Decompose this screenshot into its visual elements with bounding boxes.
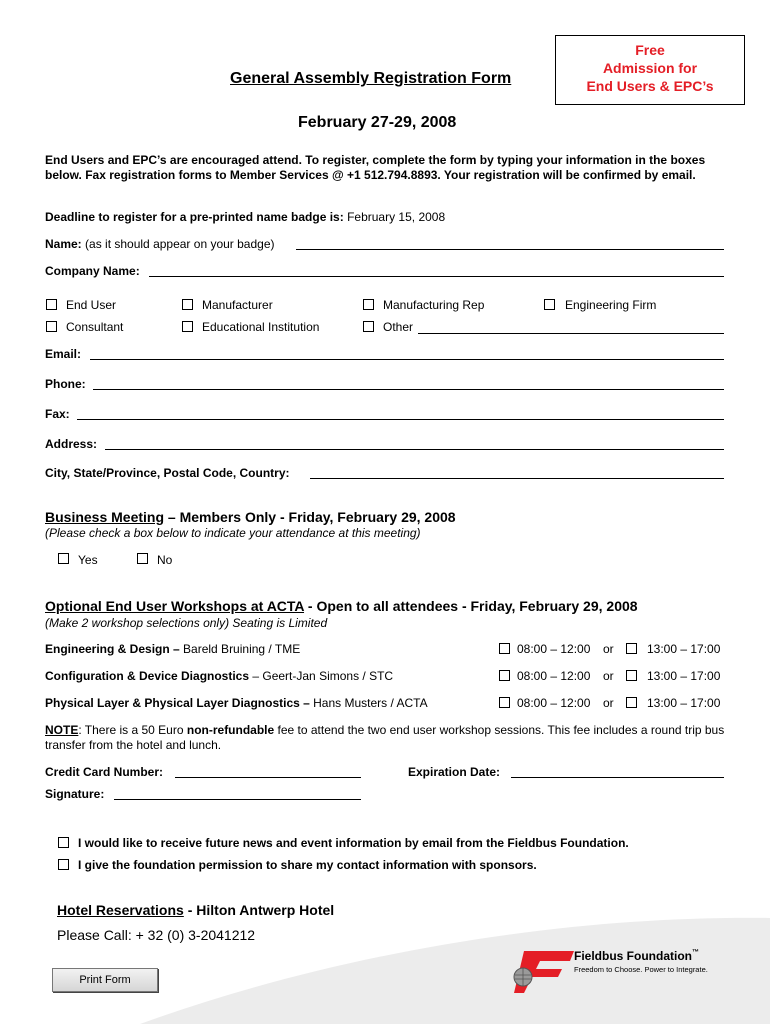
other-input[interactable] xyxy=(418,333,724,334)
workshop-1-morning-checkbox[interactable] xyxy=(499,643,510,654)
signature-label: Signature: xyxy=(45,787,105,801)
free-admission-box xyxy=(555,35,745,105)
share-consent-checkbox[interactable] xyxy=(58,859,69,870)
workshop-2-afternoon-label: 13:00 – 17:00 xyxy=(647,669,721,683)
name-hint: (as it should appear on your badge) xyxy=(85,237,275,251)
workshop-1-or: or xyxy=(603,642,614,656)
hotel-title: Hotel Reservations xyxy=(57,902,184,918)
business-meeting-subtitle: – Members Only - Friday, February 29, 2008 xyxy=(164,509,456,525)
news-consent-label: I would like to receive future news and event information by email from the Fieldbus Foundation. xyxy=(78,836,629,850)
workshop-row xyxy=(45,642,300,656)
hotel-phone: Please Call: + 32 (0) 3-2041212 xyxy=(57,927,256,943)
logo-tm: ™ xyxy=(691,949,699,956)
hotel-heading xyxy=(57,902,334,918)
note-label: NOTE xyxy=(45,723,79,737)
name-label: Name: xyxy=(45,237,82,251)
expiration-input[interactable] xyxy=(511,777,724,778)
meeting-no-label: No xyxy=(157,553,173,567)
logo-name xyxy=(574,949,699,963)
deadline-value: February 15, 2008 xyxy=(347,210,446,224)
consultant-checkbox[interactable] xyxy=(46,321,57,332)
free-line-1: Free xyxy=(635,42,665,58)
workshop-presenter: – Geert-Jan Simons / STC xyxy=(249,669,394,683)
company-label: Company Name: xyxy=(45,264,140,278)
note-bold: non-refundable xyxy=(186,723,275,737)
workshops-heading xyxy=(45,598,638,614)
workshop-presenter: Hans Musters / ACTA xyxy=(309,696,428,710)
fee-note xyxy=(45,723,735,753)
meeting-yes-label: Yes xyxy=(78,553,98,567)
hotel-name: - Hilton Antwerp Hotel xyxy=(183,902,335,918)
note-text-2: fee to attend the two end user workshop sessions. This fee includes a round trip bus transfer from the hotel and lunch. xyxy=(45,723,725,752)
city-label: City, State/Province, Postal Code, Country: xyxy=(45,466,290,480)
logo-name-text: Fieldbus Foundation xyxy=(574,949,692,963)
name-input[interactable] xyxy=(296,249,724,250)
signature-input[interactable] xyxy=(114,799,361,800)
workshop-1-afternoon-checkbox[interactable] xyxy=(626,643,637,654)
share-consent-label: I give the foundation permission to share my contact information with sponsors. xyxy=(78,858,537,872)
consultant-label: Consultant xyxy=(66,320,124,334)
manufacturing-rep-label: Manufacturing Rep xyxy=(383,298,485,312)
workshop-title: Engineering & Design – xyxy=(45,642,180,656)
other-checkbox[interactable] xyxy=(363,321,374,332)
intro-text: End Users and EPC’s are encouraged attend. To register, complete the form by typing your information in the boxes below. Fax registration forms to Member Services @ +1 512.794.8893. Your registration will be confirmed by email. xyxy=(45,153,706,182)
event-date: February 27-29, 2008 xyxy=(298,114,457,131)
business-meeting-heading xyxy=(45,509,456,525)
educational-checkbox[interactable] xyxy=(182,321,193,332)
fax-input[interactable] xyxy=(77,419,724,420)
free-line-3: End Users & EPC’s xyxy=(586,78,714,94)
end-user-label: End User xyxy=(66,298,117,312)
fieldbus-logo-icon xyxy=(510,945,580,1000)
workshop-2-morning-label: 08:00 – 12:00 xyxy=(517,669,591,683)
form-title: General Assembly Registration Form xyxy=(230,70,512,87)
credit-card-input[interactable] xyxy=(175,777,361,778)
workshop-2-or: or xyxy=(603,669,614,683)
workshop-3-morning-label: 08:00 – 12:00 xyxy=(517,696,591,710)
deadline-label: Deadline to register for a pre-printed name badge is: xyxy=(45,210,344,224)
workshop-2-morning-checkbox[interactable] xyxy=(499,670,510,681)
expiration-label: Expiration Date: xyxy=(408,765,501,779)
workshop-3-morning-checkbox[interactable] xyxy=(499,697,510,708)
fax-label: Fax: xyxy=(45,407,70,421)
meeting-yes-checkbox[interactable] xyxy=(58,553,69,564)
workshop-row xyxy=(45,696,428,710)
engineering-firm-label: Engineering Firm xyxy=(565,298,657,312)
workshops-subtitle: - Open to all attendees - Friday, February 29, 2008 xyxy=(304,598,638,614)
manufacturer-checkbox[interactable] xyxy=(182,299,193,310)
news-consent-checkbox[interactable] xyxy=(58,837,69,848)
workshop-3-afternoon-label: 13:00 – 17:00 xyxy=(647,696,721,710)
city-input[interactable] xyxy=(310,478,724,479)
phone-label: Phone: xyxy=(45,377,86,391)
business-meeting-title: Business Meeting xyxy=(45,509,165,525)
workshops-note: (Make 2 workshop selections only) Seating is Limited xyxy=(45,616,328,630)
email-input[interactable] xyxy=(90,359,724,360)
note-text-1: : There is a 50 Euro xyxy=(78,723,187,737)
workshops-title: Optional End User Workshops at ACTA xyxy=(45,598,305,614)
logo-tagline: Freedom to Choose. Power to Integrate. xyxy=(574,965,708,974)
workshop-3-or: or xyxy=(603,696,614,710)
company-input[interactable] xyxy=(149,276,724,277)
educational-label: Educational Institution xyxy=(202,320,320,334)
address-label: Address: xyxy=(45,437,98,451)
workshop-presenter: Bareld Bruining / TME xyxy=(179,642,301,656)
email-label: Email: xyxy=(45,347,82,361)
workshop-3-afternoon-checkbox[interactable] xyxy=(626,697,637,708)
address-input[interactable] xyxy=(105,449,724,450)
workshop-1-afternoon-label: 13:00 – 17:00 xyxy=(647,642,721,656)
free-line-2: Admission for xyxy=(602,60,698,76)
meeting-no-checkbox[interactable] xyxy=(137,553,148,564)
workshop-2-afternoon-checkbox[interactable] xyxy=(626,670,637,681)
fieldbus-logo xyxy=(510,945,760,1000)
manufacturer-label: Manufacturer xyxy=(202,298,273,312)
print-form-button[interactable]: Print Form xyxy=(52,968,158,992)
workshop-title: Configuration & Device Diagnostics xyxy=(45,669,250,683)
workshop-row xyxy=(45,669,393,683)
phone-input[interactable] xyxy=(93,389,724,390)
business-meeting-note: (Please check a box below to indicate your attendance at this meeting) xyxy=(45,526,421,540)
deadline-line xyxy=(45,210,445,224)
end-user-checkbox[interactable] xyxy=(46,299,57,310)
workshop-1-morning-label: 08:00 – 12:00 xyxy=(517,642,591,656)
engineering-firm-checkbox[interactable] xyxy=(544,299,555,310)
workshop-title: Physical Layer & Physical Layer Diagnostics – xyxy=(45,696,310,710)
name-label-group xyxy=(45,237,275,251)
other-label: Other xyxy=(383,320,414,334)
credit-card-label: Credit Card Number: xyxy=(45,765,164,779)
manufacturing-rep-checkbox[interactable] xyxy=(363,299,374,310)
